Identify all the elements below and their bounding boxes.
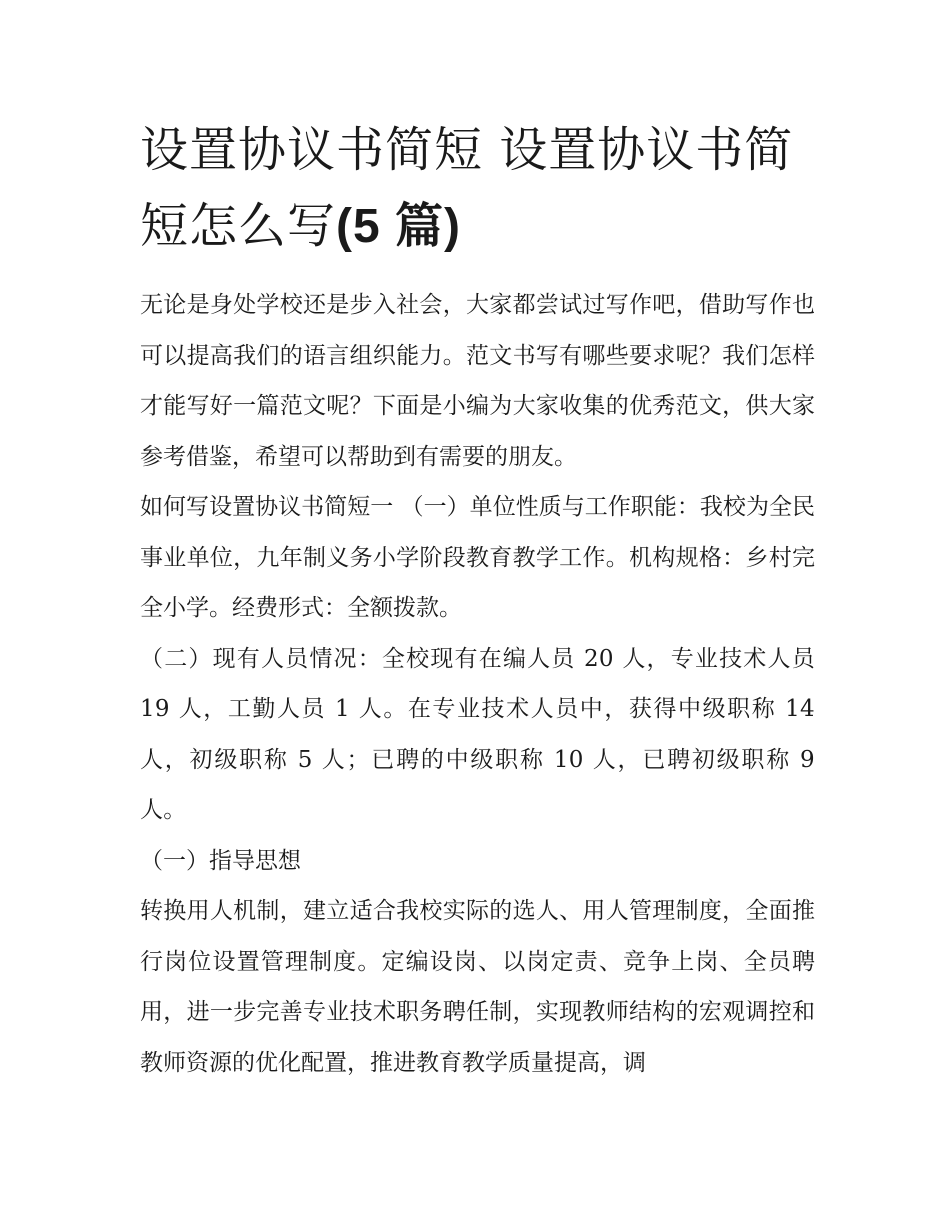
- section-one-paragraph: 如何写设置协议书简短一 （一）单位性质与工作职能：我校为全民事业单位，九年制义务小学阶段教育教学工作。机构规格：乡村完全小学。经费形式：全额拨款。: [140, 494, 815, 621]
- staffing-paragraph: （二）现有人员情况：全校现有在编人员 20 人，专业技术人员 19 人，工勤人员 1 人。在专业技术人员中，获得中级职称 14 人，初级职称 5 人；已聘的中级职称 10 人，已聘初级职称 9 人。: [140, 645, 815, 823]
- document-title: [140, 112, 820, 265]
- title-count: (5 篇): [336, 200, 462, 253]
- guiding-ideology-paragraph: 转换用人机制，建立适合我校实际的选人、用人管理制度，全面推行岗位设置管理制度。定编设岗、以岗定责、竞争上岗、全员聘用，进一步完善专业技术职务聘任制，实现教师结构的宏观调控和教师资源的优化配置，推进教育教学质量提高，调: [140, 898, 815, 1076]
- intro-paragraph: 无论是身处学校还是步入社会，大家都尝试过写作吧，借助写作也可以提高我们的语言组织能力。范文书写有哪些要求呢？我们怎样才能写好一篇范文呢？下面是小编为大家收集的优秀范文，供大家参考借鉴，希望可以帮助到有需要的朋友。: [140, 292, 815, 470]
- guiding-ideology-heading: （一）指导思想: [140, 847, 301, 874]
- title-text: 设置协议书简短 设置协议书简短怎么写: [140, 122, 794, 254]
- document-body: [140, 280, 815, 1088]
